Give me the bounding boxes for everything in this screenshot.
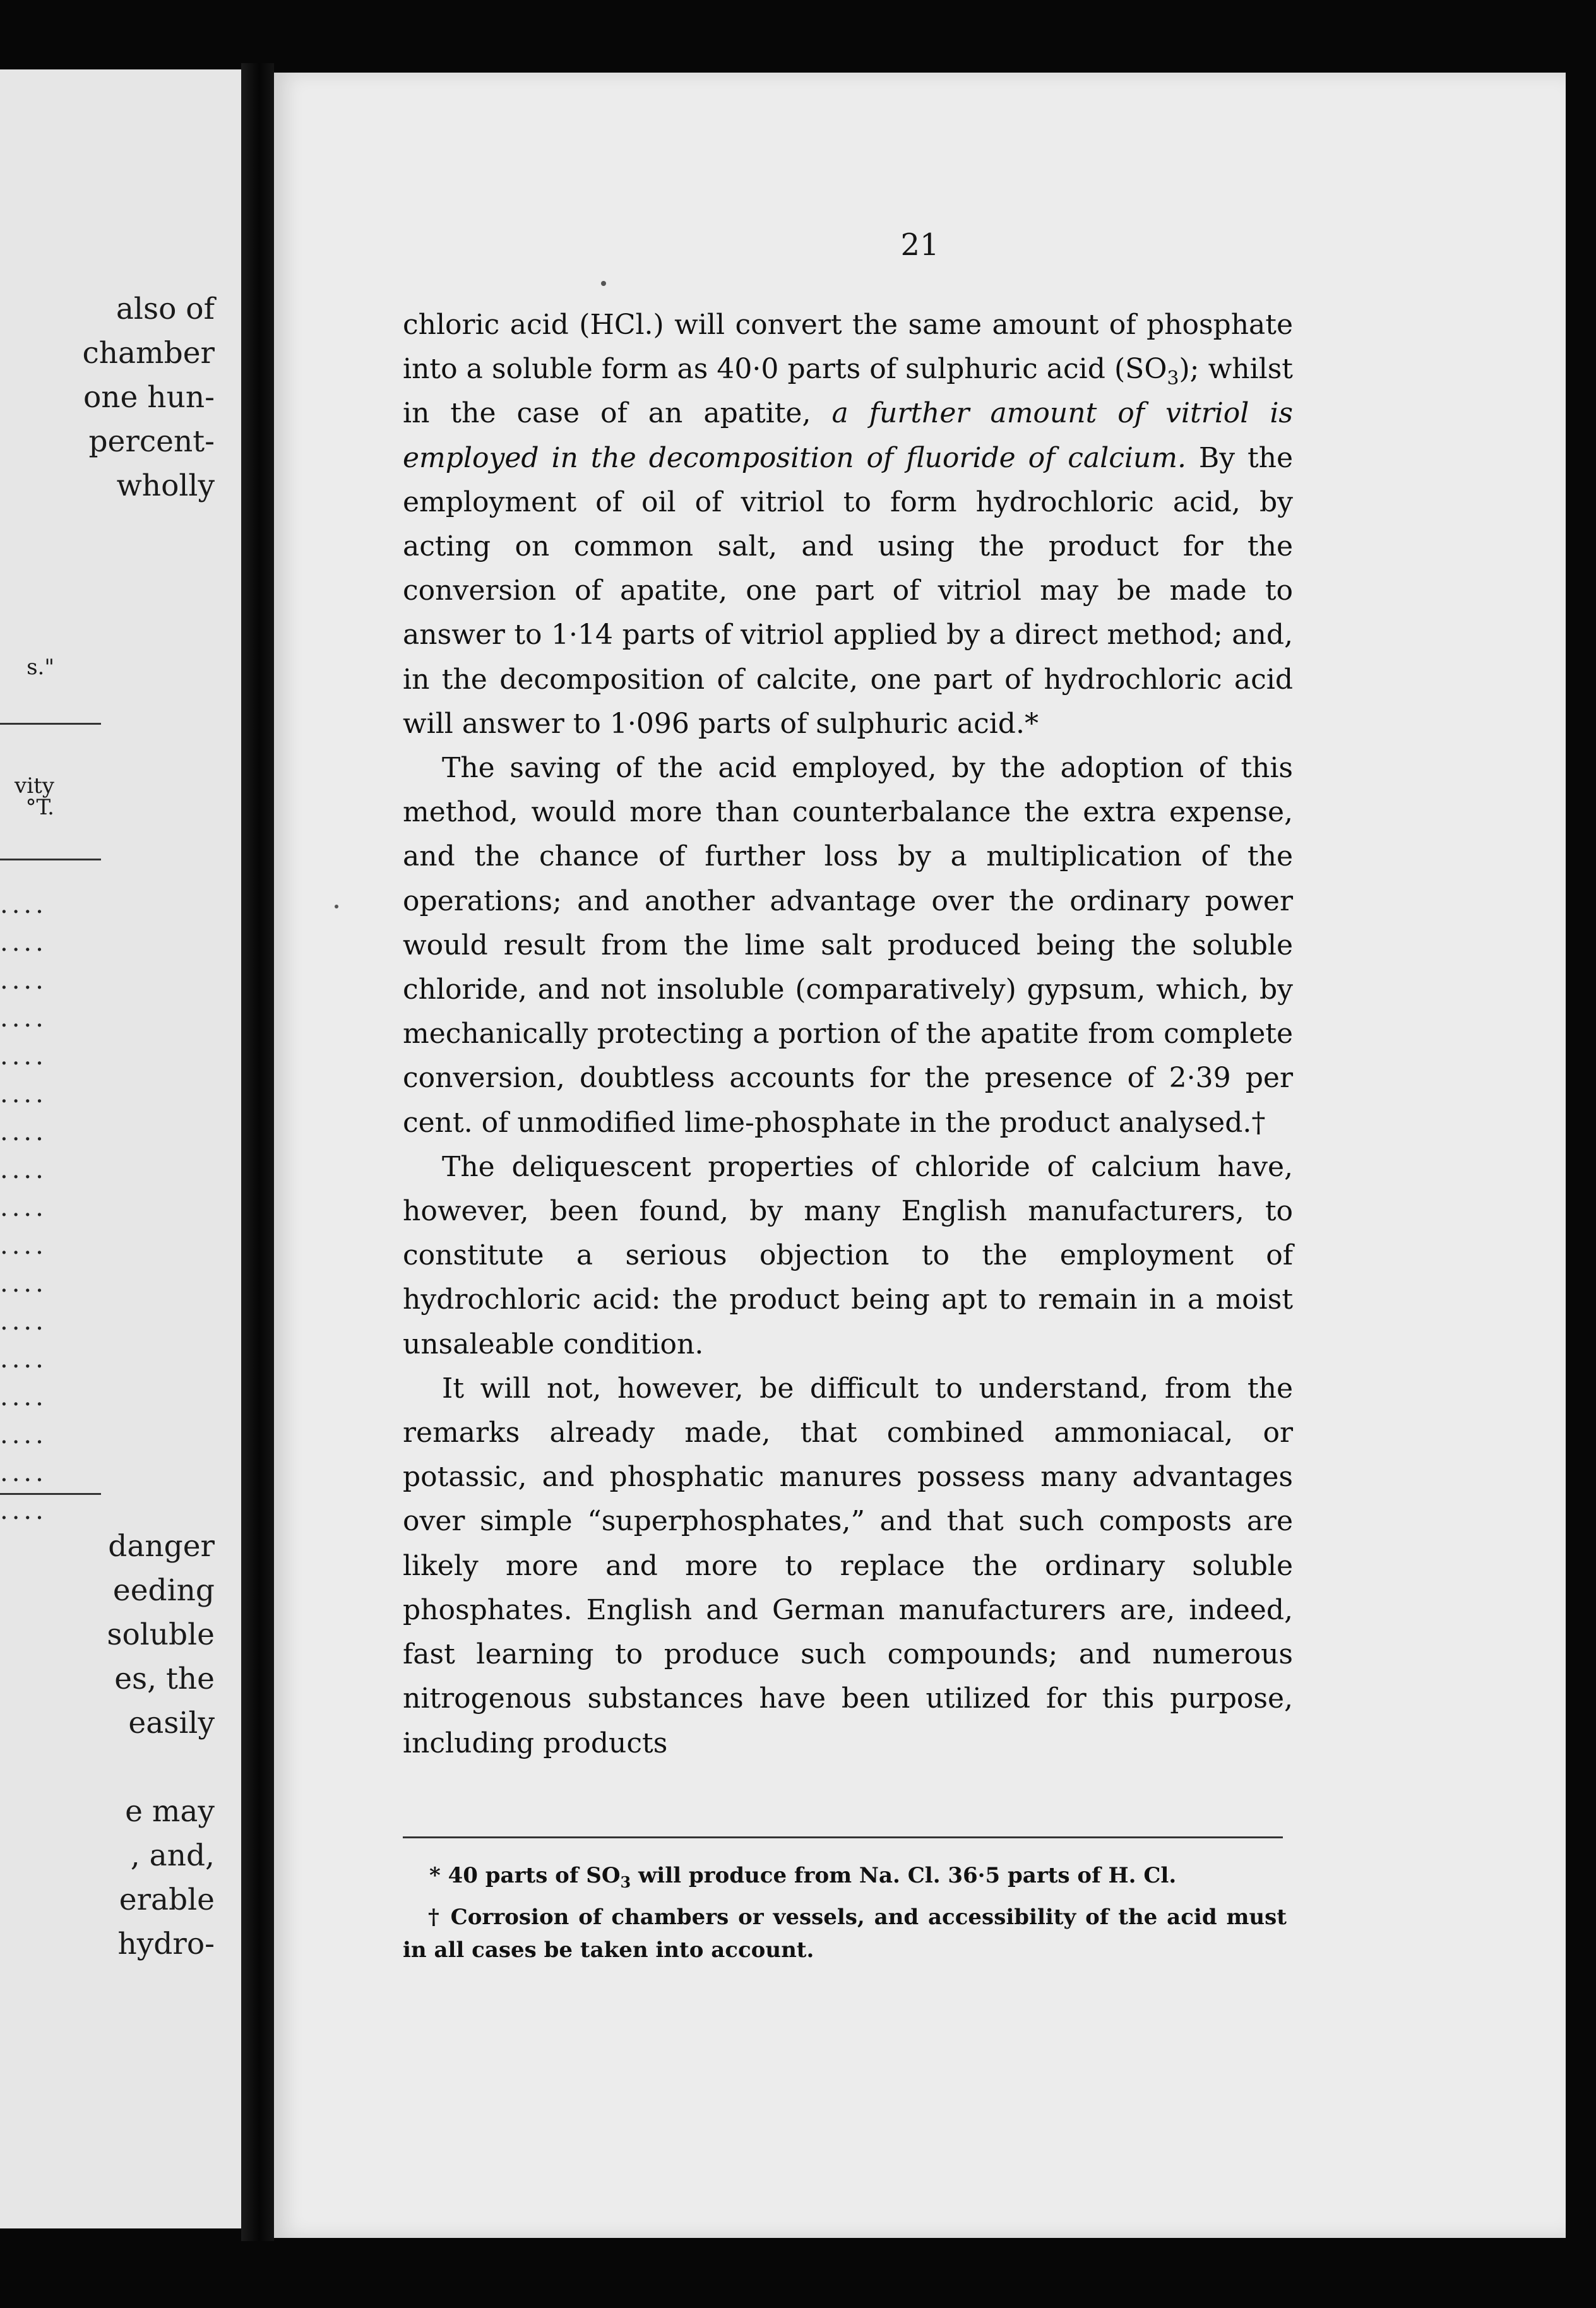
left-rule-3 [0, 1493, 101, 1495]
left-dots-5: .... [0, 1042, 47, 1071]
page-speck [335, 905, 338, 908]
left-rule-1 [0, 723, 101, 725]
left-dots-17: .... [0, 1496, 47, 1525]
paragraph-1-italic: a further amount of vitriol is employed in the decomposition of fluoride of calcium. [403, 397, 1294, 474]
left-line-9: es, the [114, 1662, 215, 1696]
left-rule-2 [0, 859, 101, 860]
left-dots-12: .... [0, 1307, 47, 1336]
left-dots-10: .... [0, 1231, 47, 1260]
left-dots-8: .... [0, 1155, 47, 1184]
left-line-10: easily [128, 1706, 215, 1740]
footnotes [403, 1859, 1287, 1975]
right-page [274, 73, 1566, 2238]
page-number: 21 [900, 227, 939, 263]
paragraph-3: The deliquescent properties of chloride of calcium have, however, been found, by many English manufacturers, to constitute a serious objection to the employment of hydrochloric acid: the product being apt to remain in a moist unsaleable condition. [403, 1150, 1293, 1360]
left-line-6: danger [108, 1529, 215, 1564]
left-line-12: , and, [130, 1838, 215, 1873]
paragraph-1 [403, 303, 1293, 746]
footnote-subscript: 3 [620, 1872, 631, 1891]
left-dots-15: .... [0, 1420, 47, 1449]
left-line-7: eeding [112, 1573, 215, 1608]
left-header-2: °T. [25, 795, 54, 820]
footnote-1 [403, 1859, 1287, 1892]
left-dots-3: .... [0, 966, 47, 995]
left-line-13: erable [119, 1883, 215, 1917]
left-line-11: e may [125, 1794, 215, 1829]
left-line-2: chamber [82, 336, 215, 371]
subscript-3: 3 [1167, 367, 1179, 390]
paragraph-4: It will not, however, be difficult to understand, from the remarks already made, that combined ammoniacal, or potassic, and phosphatic manures possess many advantages over simple “superphosphates,” and that such composts are likely more and more to replace the ordinary soluble phosphates. English and German manufacturers are, indeed, fast learning to produce such compounds; and numerous nitrogenous substances have been utilized for this purpose, including products [403, 1372, 1293, 1759]
left-header-1: vity [15, 773, 54, 799]
left-line-1: also of [116, 292, 215, 326]
page-speck [601, 281, 606, 286]
paragraph-2: The saving of the acid employed, by the adoption of this method, would more than counterbalance the extra expense, and the chance of further loss by a multiplication of the operations; and another advantage over the ordinary power would result from the lime salt produced being the soluble chloride, and not insoluble (comparatively) gypsum, which, by mechanically protecting a portion of the apatite from complete conversion, doubtless accounts for the presence of 2·39 per cent. of unmodified lime-phosphate in the product analysed.† [403, 752, 1293, 1139]
book-gutter [241, 63, 274, 2241]
left-line-5: wholly [116, 468, 215, 503]
left-line-8: soluble [107, 1617, 215, 1652]
left-dots-6: .... [0, 1080, 47, 1109]
footnote-1-text-a: * 40 parts of SO [429, 1863, 621, 1888]
left-dots-1: .... [0, 890, 47, 919]
left-dots-14: .... [0, 1383, 47, 1412]
footnote-rule [403, 1836, 1283, 1838]
left-line-4: percent- [88, 424, 215, 459]
left-dots-7: .... [0, 1117, 47, 1146]
footnote-2: † Corrosion of chambers or vessels, and accessibility of the acid must in all cases be taken into account. [403, 1905, 1287, 1963]
left-dots-13: .... [0, 1345, 47, 1374]
left-line-quote: s." [27, 655, 54, 680]
paragraph-1-text-c: By the employment of oil of vitriol to form hydrochloric acid, by acting on common salt, and using the product for the conversion of apatite, one part of vitriol may be made to answer to 1·14 parts of vitriol applied by a direct method; and, in the decomposition of calcite, one part of hydrochloric acid will answer to 1·096 parts of sulphuric acid.* [403, 441, 1294, 740]
left-line-14: hydro- [117, 1927, 215, 1961]
left-dots-2: .... [0, 928, 47, 957]
left-dots-16: .... [0, 1458, 47, 1487]
left-dots-11: .... [0, 1269, 47, 1298]
left-facing-page [0, 69, 245, 2228]
left-line-3: one hun- [83, 380, 215, 415]
paragraph-1-text-b: ); whilst in the case of an apatite, [403, 353, 1293, 430]
left-dots-4: .... [0, 1004, 47, 1033]
footnote-1-text-b: will produce from Na. Cl. 36·5 parts of H. Cl. [631, 1863, 1177, 1888]
paragraph-1-text-a: chloric acid (HCl.) will convert the same amount of phosphate into a soluble form as 40·0 parts of sulphuric acid (SO [403, 309, 1293, 386]
body-text [403, 303, 1293, 1766]
left-dots-9: .... [0, 1193, 47, 1222]
